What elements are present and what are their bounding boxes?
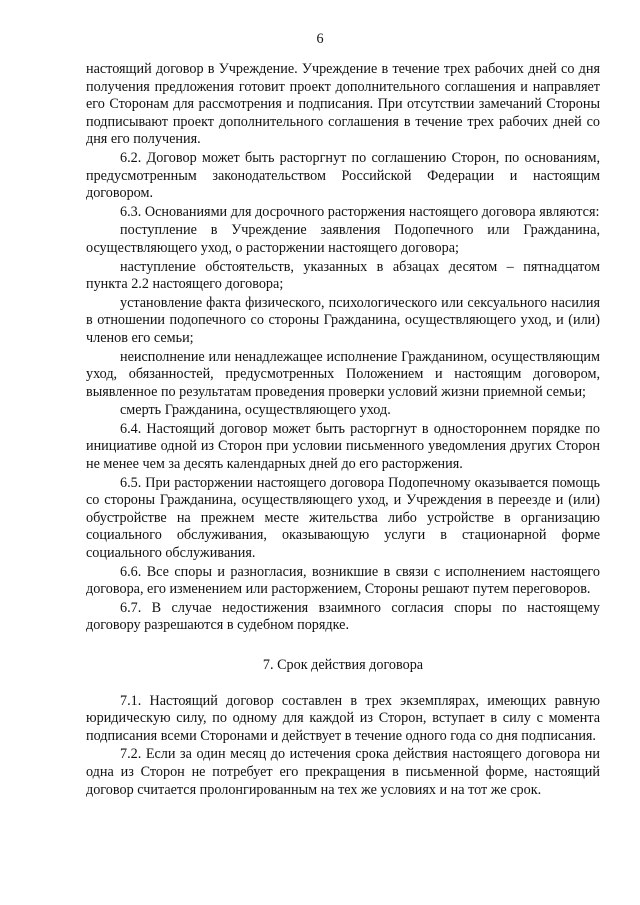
section-heading: 7. Срок действия договора [262, 657, 424, 673]
paragraph: наступление обстоятельств, указанных в абзацах десятом – пятнадцатом пункта 2.2 настоящего договора; [86, 258, 600, 293]
paragraph: 6.4. Настоящий договор может быть расторгнут в одностороннем порядке по инициативе одной из Сторон при условии письменного уведомления других Сторон не менее чем за десять календарных дней до его расторжения. [86, 420, 600, 473]
paragraph: 7.2. Если за один месяц до истечения срока действия настоящего договора ни одна из Сторон не потребует его прекращения в письменной форме, настоящий договор считается пролонгированным на тех же условиях и на тот же срок. [86, 746, 600, 798]
paragraph: установление факта физического, психологического или сексуального насилия в отношении подопечного со стороны Гражданина, осуществляющего уход, и (или) членов его семьи; [86, 294, 600, 346]
document-body [86, 61, 600, 800]
page-number: 6 [316, 31, 324, 47]
paragraph: 6.7. В случае недостижения взаимного согласия споры по настоящему договору разрешаются в судебном порядке. [86, 599, 600, 634]
paragraph: 6.5. При расторжении настоящего договора Подопечному оказывается помощь со стороны Гражданина, осуществляющего уход, и Учреждения в переезде и (или) обустройстве на прежнем месте жительства либо устройстве в организацию социального обслуживания, оказывающую услуги в стационарной форме социального обслуживания. [86, 474, 600, 562]
paragraph: поступление в Учреждение заявления Подопечного или Гражданина, осуществляющего уход, о расторжении настоящего договора; [86, 222, 600, 256]
paragraph: настоящий договор в Учреждение. Учреждение в течение трех рабочих дней со дня получения предложения готовит проект дополнительного соглашения и направляет его Сторонам для рассмотрения и подписания. При отсутствии замечаний Стороны подписывают проект дополнительного соглашения в течение трех рабочих дней со дня его получения. [86, 61, 600, 148]
paragraph: 6.6. Все споры и разногласия, возникшие в связи с исполнением настоящего договора, его изменением или расторжением, Стороны решают путем переговоров. [86, 563, 600, 598]
paragraph: 6.2. Договор может быть расторгнут по соглашению Сторон, по основаниям, предусмотренным законодательством Российской Федерации и настоящим договором. [86, 149, 600, 202]
paragraph: 6.3. Основаниями для досрочного расторжения настоящего договора являются: [120, 203, 600, 220]
paragraph: неисполнение или ненадлежащее исполнение Гражданином, осуществляющим уход, обязанностей, предусмотренных Положением и настоящим договором, выявленное по результатам проведения проверки условий жизни приемной семьи; [86, 348, 600, 400]
paragraph: 7.1. Настоящий договор составлен в трех экземплярах, имеющих равную юридическую силу, по одному для каждой из Сторон, вступает в силу с момента подписания всеми Сторонами и действует в течение одного года со дня подписания. [86, 692, 600, 744]
paragraph: смерть Гражданина, осуществляющего уход. [120, 402, 391, 419]
